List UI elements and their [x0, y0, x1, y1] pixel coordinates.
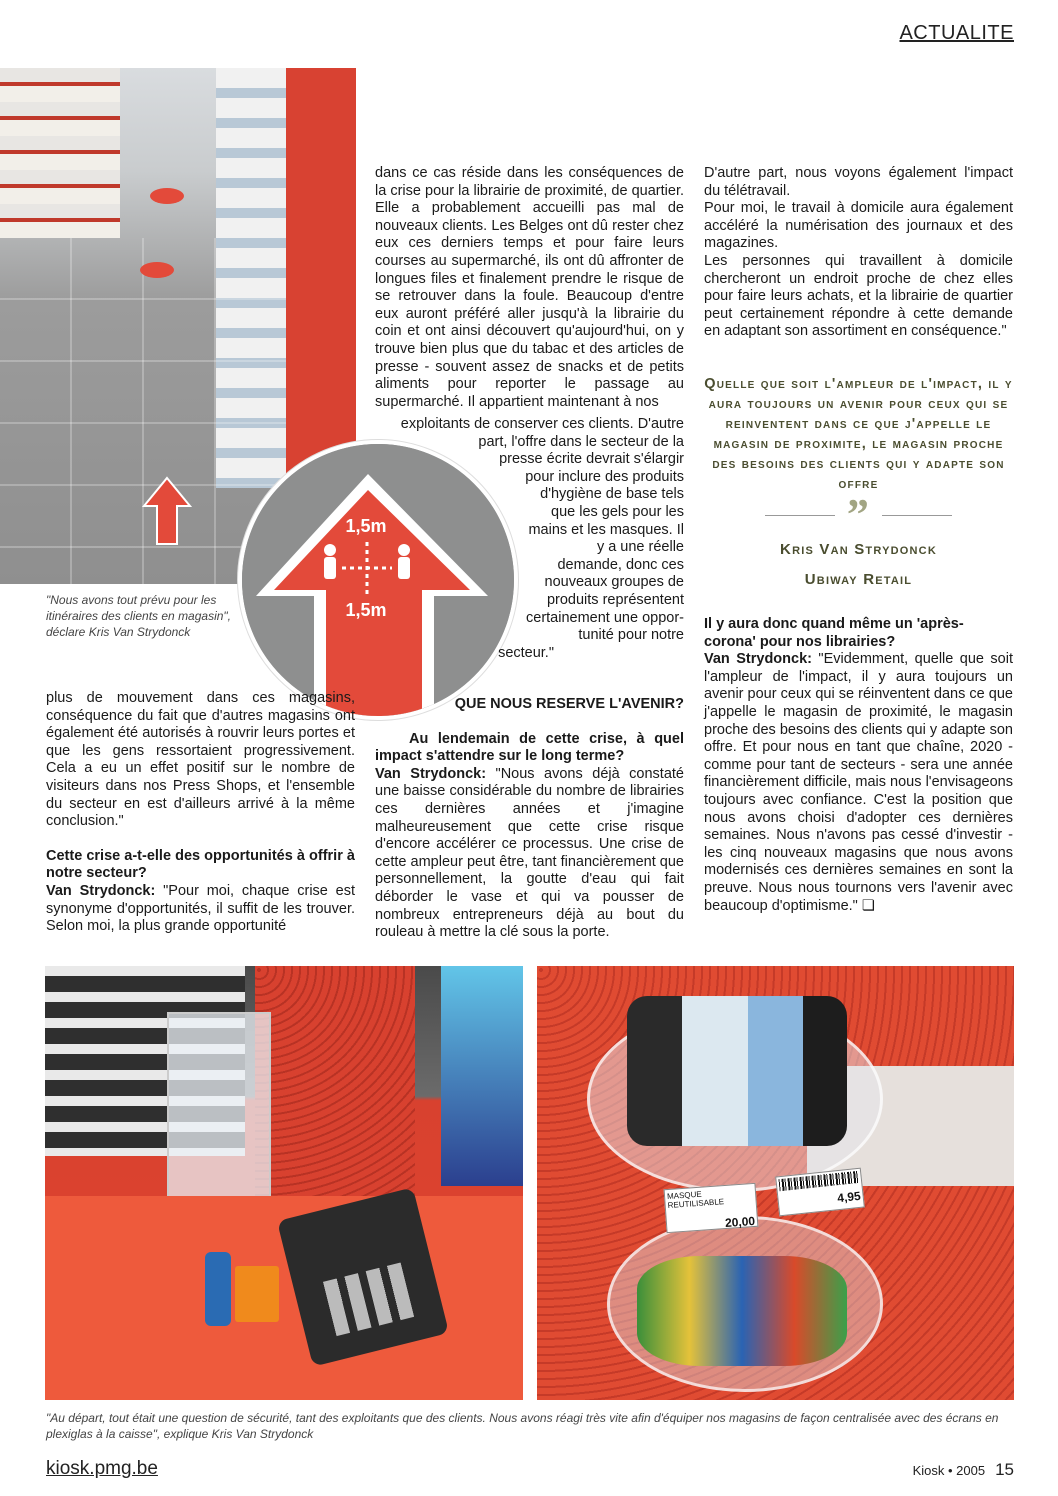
column-2 — [375, 165, 684, 411]
bottom-caption: "Au départ, tout était une question de sécurité, tant des exploitants que des clients. Nous avons réagi très vite afin d'équiper nos magasins de façon centralisée avec des écrans en plexiglas à la caisse", explique Kris Van Strydonck — [46, 1411, 999, 1441]
wrap-line: secteur." — [498, 644, 554, 661]
col2-paragraph: dans ce cas réside dans les conséquences de la crise pour la librairie de proximité, de quartier. Elle a probablement accueilli pas mal de nouveaux clients. Les Belges ont dû rester chez eux ces derniers temps et pour faire leurs courses au supermarché, ils ont dû affronter de longues files et finalement prendre le risque de se retrouver dans la foule. Beaucoup d'entre eux auront préféré aller jusqu'à la librairie du coin et ont ainsi découvert qu'aujourd'hui, on y trouve bien plus que du tabac et des articles de presse - souvent assez de snacks et de petits aliments pour reporter le passage au supermarché. Il appartient maintenant à nos — [375, 165, 684, 410]
price-label — [664, 1183, 759, 1233]
wrap-line: pour inclure des produits — [525, 468, 684, 485]
wrap-line: y a une réelle — [596, 539, 684, 556]
magazine-issue: Kiosk • 2005 — [912, 1463, 986, 1478]
col3-answer — [704, 651, 1013, 915]
answer-text: "Pour moi, chaque crise est synonyme d'opportunités, il suffit de les trouver. Selon moi, la plus grande opportunité — [46, 882, 355, 935]
lottery-ticket-display — [441, 966, 523, 1186]
wrap-line: produits représentent — [546, 591, 684, 608]
col3-paragraph: Pour moi, le travail à domicile aura également accéléré la numérisation des journaux et des magazines. — [704, 200, 1013, 252]
col2-answer — [375, 766, 684, 942]
footer-info — [913, 1460, 1014, 1480]
wrap-line: presse écrite devrait s'élargir — [499, 451, 684, 468]
wrap-line: d'hygiène de base tels — [540, 486, 684, 503]
quote-mark-icon: ” — [846, 490, 871, 539]
gel-bottle — [205, 1252, 231, 1326]
footer-website-link[interactable]: kiosk.pmg.be — [46, 1458, 158, 1479]
floor-arrow-icon — [142, 476, 192, 546]
candy-bags — [637, 1256, 847, 1366]
page-number: 15 — [995, 1460, 1014, 1479]
end-mark-icon: ❏ — [861, 897, 875, 914]
wrap-line: part, l'offre dans le secteur de la — [478, 433, 684, 450]
pull-quote — [704, 374, 1013, 590]
col3-question: Il y aura donc quand même un 'après-corona' pour nos librairies? — [704, 616, 964, 650]
column-2-lower — [375, 696, 684, 942]
col3-paragraph: Les personnes qui travaillent à domicile chercheront un endroit proche de chez elles pour faire leurs achats, et la librairie de quartier peut certainement répondre à cette demande en adaptant son assortiment en conséquence." — [704, 252, 1013, 340]
floor-marker — [140, 262, 174, 278]
section-tag: ACTUALITE — [899, 22, 1014, 44]
wrap-line: demande, donc ces — [557, 556, 684, 573]
wrap-line: nouveaux groupes de — [544, 574, 684, 591]
section-heading: QUE NOUS RESERVE L'AVENIR? — [454, 696, 684, 712]
product-bowls-photo — [537, 966, 1014, 1400]
answer-text: "Evidemment, quelle que soit l'ampleur de l'impact, il y aura toujours un avenir pour ceux qui se réinventent dans ce que j'appelle le magasin de proximité, le magasin proche des besoins des clients qui y adapte son offre. Et pour nous en tant que chaîne, 2020 - comme pour tant de secteurs - sera une année financièrement difficile, mais nous l'envisageons toujours avec confiance. C'est la position que nous avons choisi d'adopter ces dernières semaines. Nous n'avons pas cessé d'investir - les cinq nouveaux magasins que nous avons modernisés ces dernières semaines en sont la preuve. Nous nous tournons vers l'avenir avec beaucoup d'optimisme." — [704, 651, 1013, 914]
answer-text: "Nous avons déjà constaté une baisse considérable du nombre de librairies ces dernières années et j'imagine malheureusement que cette crise risque d'encore accélérer ce processus. Une crise de cette ampleur peut être, tant financièrement que personnellement, la goutte d'eau qui fait déborder le vase et qui va pousser de nombreux entrepreneurs déjà au bout du rouleau à mettre la clé sous la porte. — [375, 765, 684, 941]
col1-paragraph: plus de mouvement dans ces magasins, conséquence du fait que d'autres magasins ont également été autorisés à rouvrir leurs portes et que les gens ressortaient progressivement. Cela a eu un effet positif sur le nombre de visiteurs dans nos Press Shops, et l'ensemble du secteur en est d'ailleurs arrivé à la même conclusion." — [46, 690, 355, 830]
pull-quote-name: Kris Van Strydonck — [780, 541, 937, 558]
wrap-line: que les gels pour les — [551, 503, 684, 520]
quote-divider — [704, 490, 1013, 539]
barcode-icon — [778, 1171, 859, 1191]
col2-question: Au lendemain de cette crise, à quel impact s'attendre sur le long terme? — [375, 730, 684, 765]
wrap-line: certainement une oppor- — [526, 609, 684, 626]
shelf-left — [0, 68, 120, 238]
price-label — [775, 1168, 865, 1217]
store-photo-caption: "Nous avons tout prévu pour les itinéraires des clients en magasin", déclare Kris Van Strydonck — [46, 593, 232, 639]
column-2-wrap — [375, 416, 684, 662]
speaker-label: Van Strydonck: — [704, 651, 812, 668]
speaker-label: Van Strydonck: — [46, 882, 156, 899]
pull-quote-text: Quelle que soit l'ampleur de l'impact, il y aura toujours un avenir pour ceux qui se reinventent dans ce que j'appelle le magasin de proximite, le magasin proche des besoins des clients qui y adapte son offre — [704, 376, 1013, 492]
pull-quote-company: Ubiway Retail — [804, 571, 913, 588]
wrap-line: exploitants de conserver ces clients. D'autre — [400, 416, 684, 432]
col3-paragraph: D'autre part, nous voyons également l'impact du télétravail. — [704, 165, 1013, 199]
masks-and-gels — [627, 996, 847, 1146]
col1-question: Cette crise a-t-elle des opportunités à offrir à notre secteur? — [46, 847, 355, 882]
checkout-counter-photo — [45, 966, 523, 1400]
col1-answer — [46, 883, 355, 936]
wrap-line: tunité pour notre — [578, 627, 684, 644]
price-label-name: MASQUE REUTILISABLE — [666, 1189, 725, 1211]
price-label-price: 20,00 — [724, 1213, 756, 1231]
speaker-label: Van Strydonck: — [375, 765, 487, 782]
sticker-distance-bottom: 1,5m — [345, 600, 387, 620]
column-1 — [46, 690, 355, 936]
column-3-lower — [704, 616, 1013, 915]
price-label-price: 4,95 — [836, 1188, 862, 1206]
wrap-line: mains et les masques. Il — [528, 521, 684, 538]
sticker-distance-top: 1,5m — [345, 516, 387, 536]
cotton-swab-cup — [235, 1266, 279, 1322]
column-3 — [704, 165, 1013, 341]
floor-marker — [150, 188, 184, 204]
